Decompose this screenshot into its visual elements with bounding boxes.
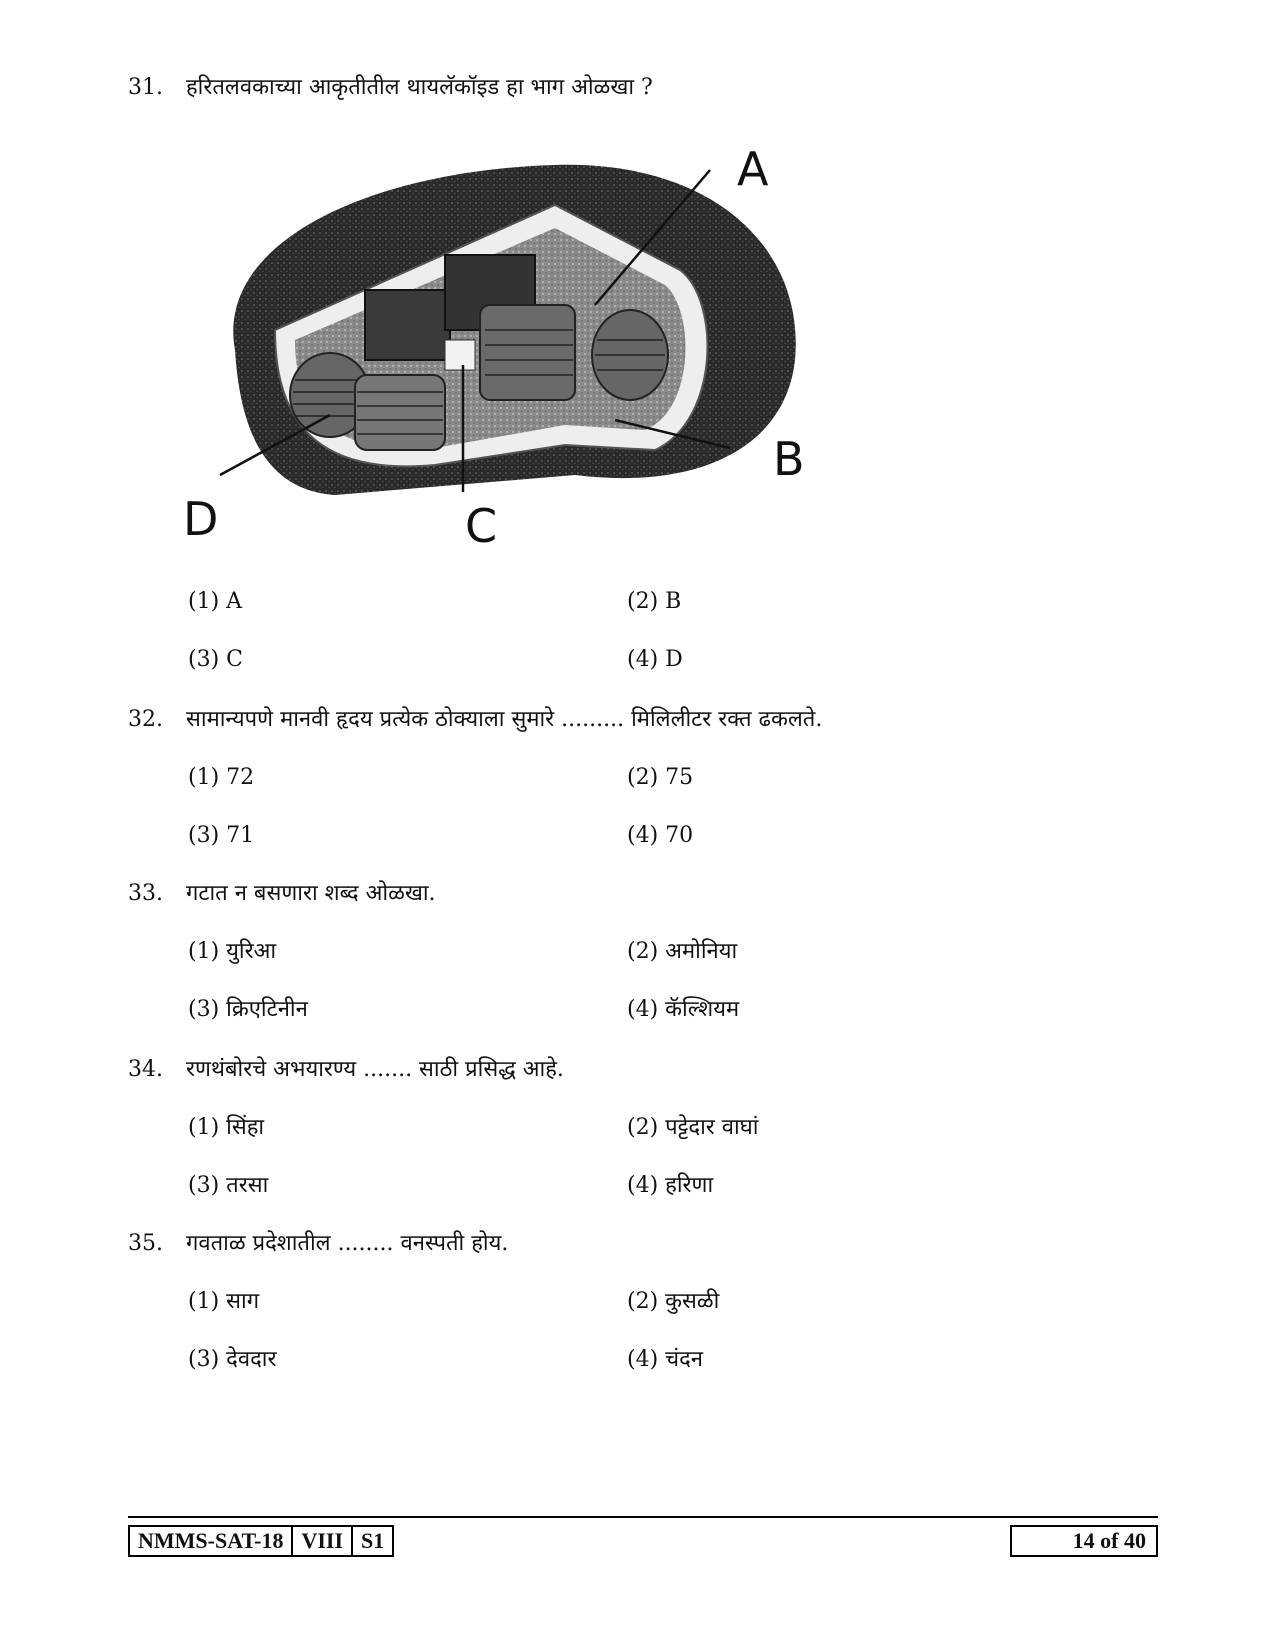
- q35-option-4: (4) चंदन: [627, 1347, 704, 1372]
- question-number: 35.: [128, 1231, 163, 1256]
- q34-option-4: (4) हरिणा: [627, 1173, 714, 1198]
- label-a: A: [737, 142, 769, 196]
- q31-option-1: (1) A: [188, 589, 243, 614]
- q35-option-3: (3) देवदार: [188, 1347, 277, 1372]
- q32-option-2: (2) 75: [627, 765, 694, 790]
- q32-option-3: (3) 71: [188, 823, 255, 848]
- question-text: गटात न बसणारा शब्द ओळखा.: [186, 881, 436, 906]
- question-number: 31.: [128, 75, 163, 100]
- question-33: [128, 880, 436, 908]
- label-c: C: [465, 499, 498, 553]
- q33-option-4: (4) कॅल्शियम: [627, 997, 740, 1022]
- set-code: S1: [361, 1528, 385, 1553]
- question-text: गवताळ प्रदेशातील ........ वनस्पती होय.: [186, 1231, 509, 1256]
- footer-rule: [128, 1516, 1158, 1518]
- page-number: 14 of 40: [1010, 1525, 1158, 1557]
- question-32: [128, 706, 822, 734]
- question-text: रणथंबोरचे अभयारण्य ....... साठी प्रसिद्ध आहे.: [186, 1057, 564, 1082]
- q31-option-4: (4) D: [627, 647, 683, 672]
- question-35: [128, 1230, 508, 1258]
- q31-option-3: (3) C: [188, 647, 243, 672]
- class-code: VIII: [293, 1527, 353, 1555]
- question-number: 33.: [128, 881, 163, 906]
- q31-option-2: (2) B: [627, 589, 682, 614]
- label-d: D: [183, 492, 219, 546]
- exam-code: NMMS-SAT-18: [130, 1527, 293, 1555]
- q32-option-4: (4) 70: [627, 823, 694, 848]
- q35-option-1: (1) साग: [188, 1289, 260, 1314]
- q34-option-3: (3) तरसा: [188, 1173, 269, 1198]
- footer-code-box: [128, 1525, 394, 1557]
- q33-option-1: (1) युरिआ: [188, 939, 277, 964]
- question-31: [128, 74, 653, 102]
- label-b: B: [773, 432, 805, 486]
- question-text: सामान्यपणे मानवी हृदय प्रत्येक ठोक्याला सुमारे ......... मिलिलीटर रक्त ढकलते.: [186, 707, 823, 732]
- chloroplast-diagram: [175, 130, 855, 585]
- question-number: 34.: [128, 1057, 163, 1082]
- q34-option-1: (1) सिंहा: [188, 1115, 265, 1140]
- q33-option-3: (3) क्रिएटिनीन: [188, 997, 308, 1022]
- q35-option-2: (2) कुसळी: [627, 1289, 720, 1314]
- question-34: [128, 1056, 564, 1084]
- question-text: हरितलवकाच्या आकृतीतील थायलॅकॉइड हा भाग ओळखा ?: [186, 75, 653, 100]
- q33-option-2: (2) अमोनिया: [627, 939, 738, 964]
- q32-option-1: (1) 72: [188, 765, 255, 790]
- q34-option-2: (2) पट्टेदार वाघां: [627, 1115, 759, 1140]
- question-number: 32.: [128, 707, 163, 732]
